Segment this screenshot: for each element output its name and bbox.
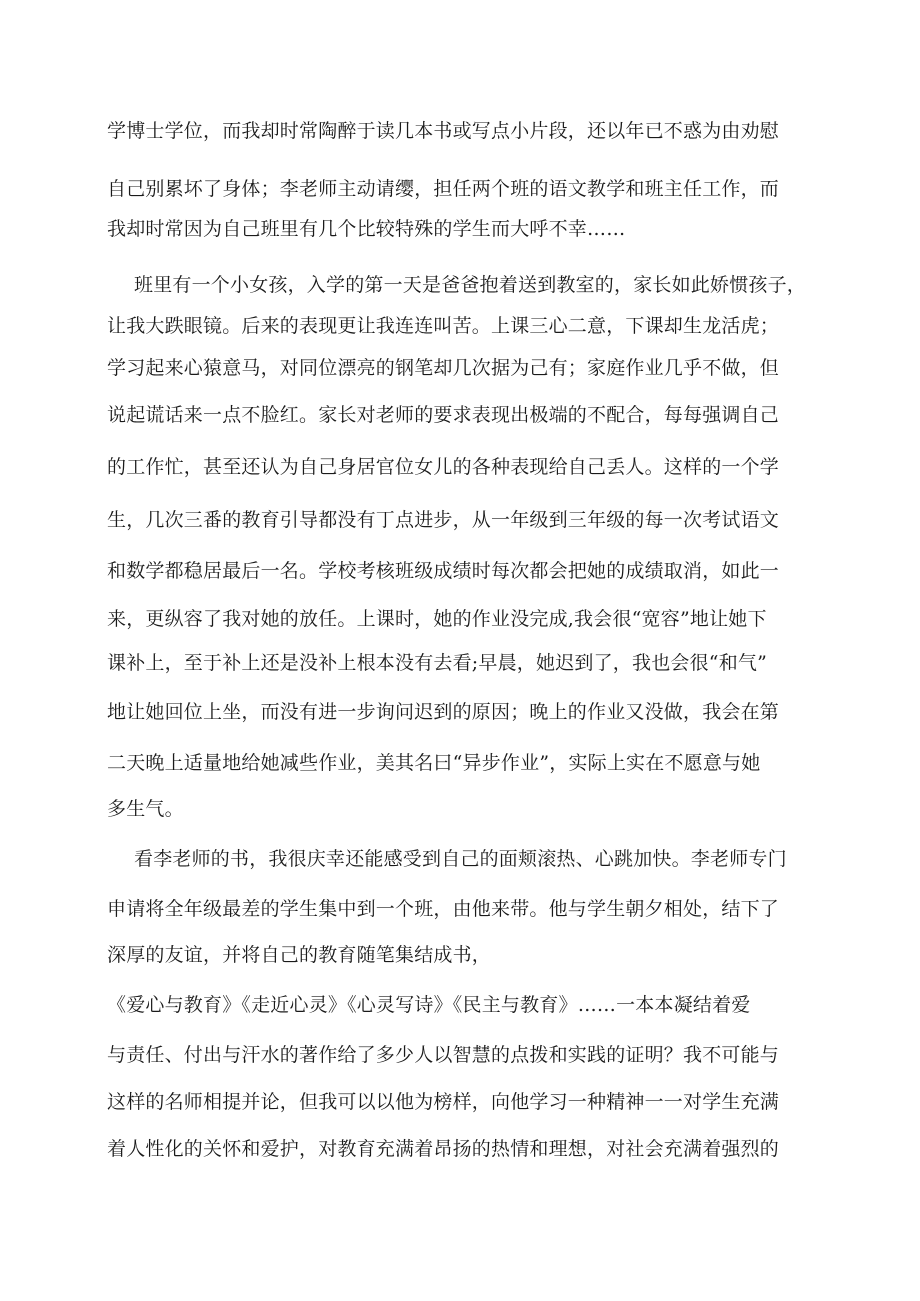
text-line: 与责任、付出与汗水的著作给了多少人以智慧的点拨和实践的证明？我不可能与	[107, 1044, 780, 1066]
text-line: 和数学都稳居最后一名。学校考核班级成绩时每次都会把她的成绩取消，如此一	[107, 560, 780, 582]
text-line: 学博士学位，而我却时常陶醉于读几本书或写点小片段，还以年已不惑为由劝慰	[107, 120, 780, 142]
text-line: 的工作忙，甚至还认为自己身居官位女儿的各种表现给自己丢人。这样的一个学	[107, 456, 780, 478]
text-line: 看李老师的书，我很庆幸还能感受到自己的面颊滚热、心跳加快。李老师专门	[134, 848, 787, 870]
text-line: 深厚的友谊，并将自己的教育随笔集结成书，	[107, 944, 492, 966]
text-line: 我却时常因为自己班里有几个比较特殊的学生而大呼不幸……	[107, 218, 626, 240]
text-line: 让我大跌眼镜。后来的表现更让我连连叫苦。上课三心二意，下课却生龙活虎；	[107, 315, 780, 337]
text-line: 学习起来心猿意马，对同位漂亮的钢笔却几次据为己有；家庭作业几乎不做，但	[107, 357, 780, 379]
text-line: 着人性化的关怀和爱护，对教育充满着昂扬的热情和理想，对社会充满着强烈的	[107, 1138, 780, 1160]
text-line: 生，几次三番的教育引导都没有丁点进步，从一年级到三年级的每一次考试语文	[107, 509, 780, 531]
text-line: 这样的名师相提并论，但我可以以他为榜样，向他学习一种精神一一对学生充满	[107, 1091, 780, 1113]
text-line: 说起谎话来一点不脸红。家长对老师的要求表现出极端的不配合，每每强调自己	[107, 404, 780, 426]
text-line: 来，更纵容了我对她的放任。上课时，她的作业没完成,我会很“宽容”地让她下	[107, 608, 767, 630]
text-line: 二天晚上适量地给她减些作业，美其名曰“异步作业”，实际上实在不愿意与她	[107, 752, 761, 774]
text-line: 班里有一个小女孩，入学的第一天是爸爸抱着送到教室的，家长如此娇惯孩子，	[134, 274, 807, 296]
text-line: 自己别累坏了身体；李老师主动请缨，担任两个班的语文教学和班主任工作，而	[107, 178, 780, 200]
text-line: 地让她回位上坐，而没有进一步询问迟到的原因；晚上的作业又没做，我会在第	[107, 701, 780, 723]
text-line: 申请将全年级最差的学生集中到一个班，由他来带。他与学生朝夕相处，结下了	[107, 898, 780, 920]
text-line: 《爱心与教育》《走近心灵》《心灵写诗》《民主与教育》……一本本凝结着爱	[107, 994, 751, 1016]
text-line: 课补上，至于补上还是没补上根本没有去看;早晨，她迟到了，我也会很“和气”	[107, 652, 768, 674]
text-line: 多生气。	[107, 798, 184, 820]
